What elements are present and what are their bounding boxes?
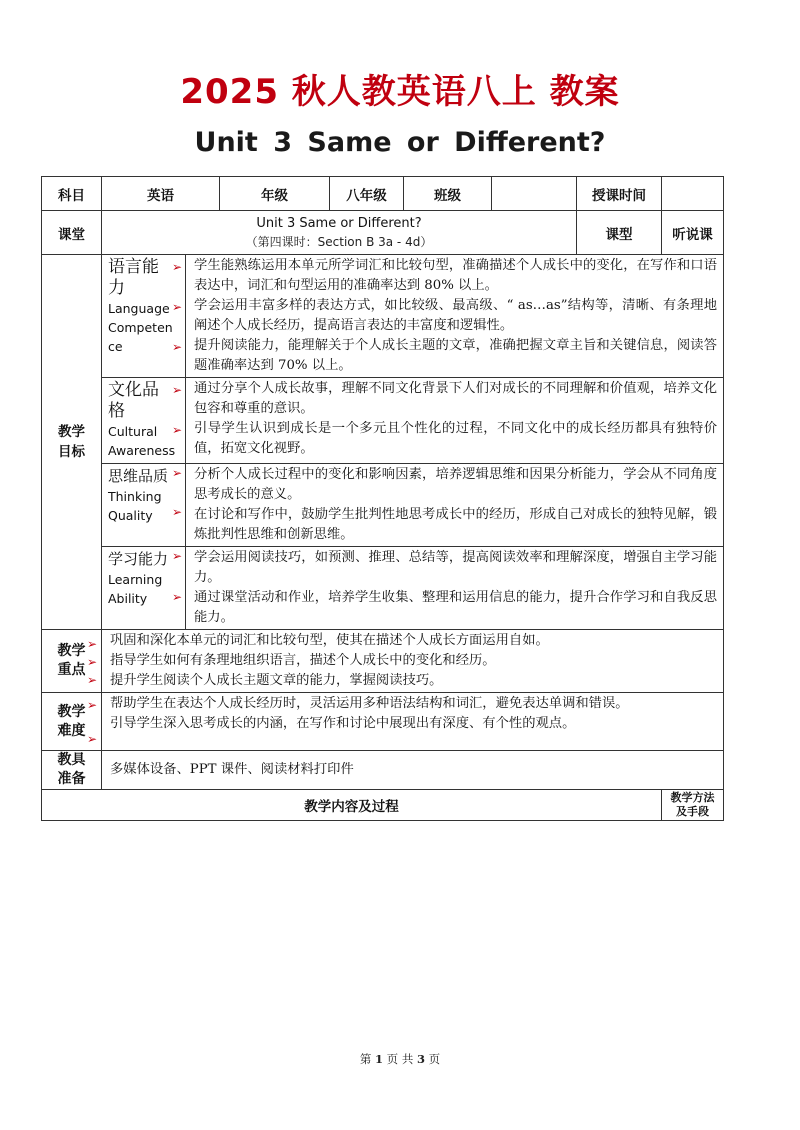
lesson-label: 课堂 xyxy=(42,211,102,255)
footer-suffix: 页 xyxy=(428,1052,441,1066)
footer-prefix: 第 xyxy=(359,1052,372,1066)
objective-item: 在讨论和写作中，鼓励学生批判性地思考成长中的经历，形成自己对成长的独特见解，锻炼批判性思维和创新思维。 xyxy=(194,507,717,542)
time-label: 授课时间 xyxy=(577,177,662,211)
arrow-bullet-icon: ➢ xyxy=(86,732,97,746)
category-zh: 思维品质 xyxy=(108,467,169,485)
key-points-label-text: 教学重点 xyxy=(57,643,86,678)
bullet-arrows xyxy=(85,630,97,692)
key-point-item: 指导学生如何有条理地组织语言，描述个人成长中的变化和经历。 xyxy=(110,653,496,668)
objective-text-culture xyxy=(186,378,724,464)
difficulties-row xyxy=(42,693,724,751)
category-thinking xyxy=(102,464,186,547)
objective-text-thinking xyxy=(186,464,724,547)
grade-label: 年级 xyxy=(220,177,330,211)
category-learning xyxy=(102,547,186,630)
objective-item: 引导学生认识到成长是一个多元且个性化的过程，不同文化中的成长经历都具有独特价值，拓宽文化视野。 xyxy=(194,421,717,456)
objective-text-language xyxy=(186,255,724,378)
objective-text-learning xyxy=(186,547,724,630)
objective-item: 通过分享个人成长故事，理解不同文化背景下人们对成长的不同理解和价值观，培养文化包容和尊重的意识。 xyxy=(194,381,717,416)
key-points-label xyxy=(42,630,102,693)
materials-value: 多媒体设备、PPT 课件、阅读材料打印件 xyxy=(102,751,724,790)
difficulty-item: 引导学生深入思考成长的内涵，在写作和讨论中展现出有深度、有个性的观点。 xyxy=(110,716,576,731)
class-value xyxy=(492,177,577,211)
process-header-row xyxy=(42,790,724,821)
process-label: 教学内容及过程 xyxy=(42,790,662,821)
lesson-plan-table xyxy=(41,176,724,821)
objective-item: 提升阅读能力，能理解关于个人成长主题的文章，准确把握文章主旨和关键信息，阅读答题准确率达到 70% 以上。 xyxy=(194,338,717,373)
category-en: Language Competence xyxy=(108,301,173,354)
category-en: Cultural Awareness xyxy=(108,424,176,458)
info-row xyxy=(42,177,724,211)
footer-middle: 页 共 xyxy=(386,1052,414,1066)
subject-value: 英语 xyxy=(102,177,220,211)
objective-row-language xyxy=(42,255,724,378)
key-points-text xyxy=(102,630,724,693)
arrow-bullet-icon: ➢ xyxy=(171,300,182,314)
page-footer xyxy=(0,1051,800,1067)
category-zh: 语言能力 xyxy=(108,257,159,298)
unit-title: Unit 3 Same or Different? xyxy=(194,127,606,158)
materials-label-text: 教具准备 xyxy=(57,752,86,787)
arrow-bullet-icon: ➢ xyxy=(171,260,182,274)
document-title: 2025 秋人教英语八上 教案 xyxy=(180,72,620,112)
arrow-bullet-icon: ➢ xyxy=(171,340,182,354)
key-points-row xyxy=(42,630,724,693)
materials-label xyxy=(42,751,102,790)
category-en: Learning Ability xyxy=(108,572,163,606)
objectives-label-text: 教学目标 xyxy=(58,424,85,460)
lesson-type-label: 课型 xyxy=(577,211,662,255)
lesson-period: （第四课时：Section B 3a - 4d） xyxy=(245,234,433,249)
materials-row xyxy=(42,751,724,790)
arrow-bullet-icon: ➢ xyxy=(86,655,97,669)
arrow-bullet-icon: ➢ xyxy=(171,549,182,563)
difficulties-label-text: 教学难度 xyxy=(57,703,86,739)
method-label-text: 教学方法及手段 xyxy=(670,791,715,818)
category-en: Thinking Quality xyxy=(108,489,162,523)
objective-item: 学会运用丰富多样的表达方式，如比较级、最高级、“ as…as”结构等，清晰、有条理地阐述个人成长经历，提高语言表达的丰富度和逻辑性。 xyxy=(194,298,717,333)
bullet-arrows xyxy=(85,693,97,750)
objective-row-thinking xyxy=(42,464,724,547)
lesson-cell xyxy=(102,211,577,255)
difficulty-item: 帮助学生在表达个人成长经历时，灵活运用多种语法结构和词汇，避免表达单调和错误。 xyxy=(110,696,629,711)
arrow-bullet-icon: ➢ xyxy=(86,698,97,712)
category-zh: 文化品格 xyxy=(108,380,159,421)
method-label xyxy=(662,790,724,821)
arrow-bullet-icon: ➢ xyxy=(171,423,182,437)
lesson-title: Unit 3 Same or Different? xyxy=(256,215,422,231)
arrow-bullet-icon: ➢ xyxy=(171,590,182,604)
class-label: 班级 xyxy=(404,177,492,211)
footer-total-pages: 3 xyxy=(416,1052,425,1066)
subject-label: 科目 xyxy=(42,177,102,211)
objective-row-culture xyxy=(42,378,724,464)
key-point-item: 提升学生阅读个人成长主题文章的能力，掌握阅读技巧。 xyxy=(110,673,443,688)
lesson-type-value: 听说课 xyxy=(662,211,724,255)
objectives-label xyxy=(42,255,102,630)
objective-row-learning xyxy=(42,547,724,630)
arrow-bullet-icon: ➢ xyxy=(171,383,182,397)
objective-item: 分析个人成长过程中的变化和影响因素，培养逻辑思维和因果分析能力，学会从不同角度思考成长的意义。 xyxy=(194,467,717,502)
grade-value: 八年级 xyxy=(330,177,404,211)
arrow-bullet-icon: ➢ xyxy=(86,673,97,687)
key-point-item: 巩固和深化本单元的词汇和比较句型，使其在描述个人成长方面运用自如。 xyxy=(110,633,549,648)
lesson-row xyxy=(42,211,724,255)
category-zh: 学习能力 xyxy=(108,550,169,568)
arrow-bullet-icon: ➢ xyxy=(86,637,97,651)
objective-item: 学会运用阅读技巧，如预测、推理、总结等，提高阅读效率和理解深度，增强自主学习能力。 xyxy=(194,550,717,585)
arrow-bullet-icon: ➢ xyxy=(171,466,182,480)
footer-page-number: 1 xyxy=(375,1052,384,1066)
time-value xyxy=(662,177,724,211)
objective-item: 学生能熟练运用本单元所学词汇和比较句型，准确描述个人成长中的变化，在写作和口语表达中，词汇和句型运用的准确率达到 80% 以上。 xyxy=(194,258,717,293)
objective-item: 通过课堂活动和作业，培养学生收集、整理和运用信息的能力，提升合作学习和自我反思能力。 xyxy=(194,590,717,625)
difficulties-label xyxy=(42,693,102,751)
arrow-bullet-icon: ➢ xyxy=(171,505,182,519)
difficulties-text xyxy=(102,693,724,751)
category-culture xyxy=(102,378,186,464)
category-language xyxy=(102,255,186,378)
